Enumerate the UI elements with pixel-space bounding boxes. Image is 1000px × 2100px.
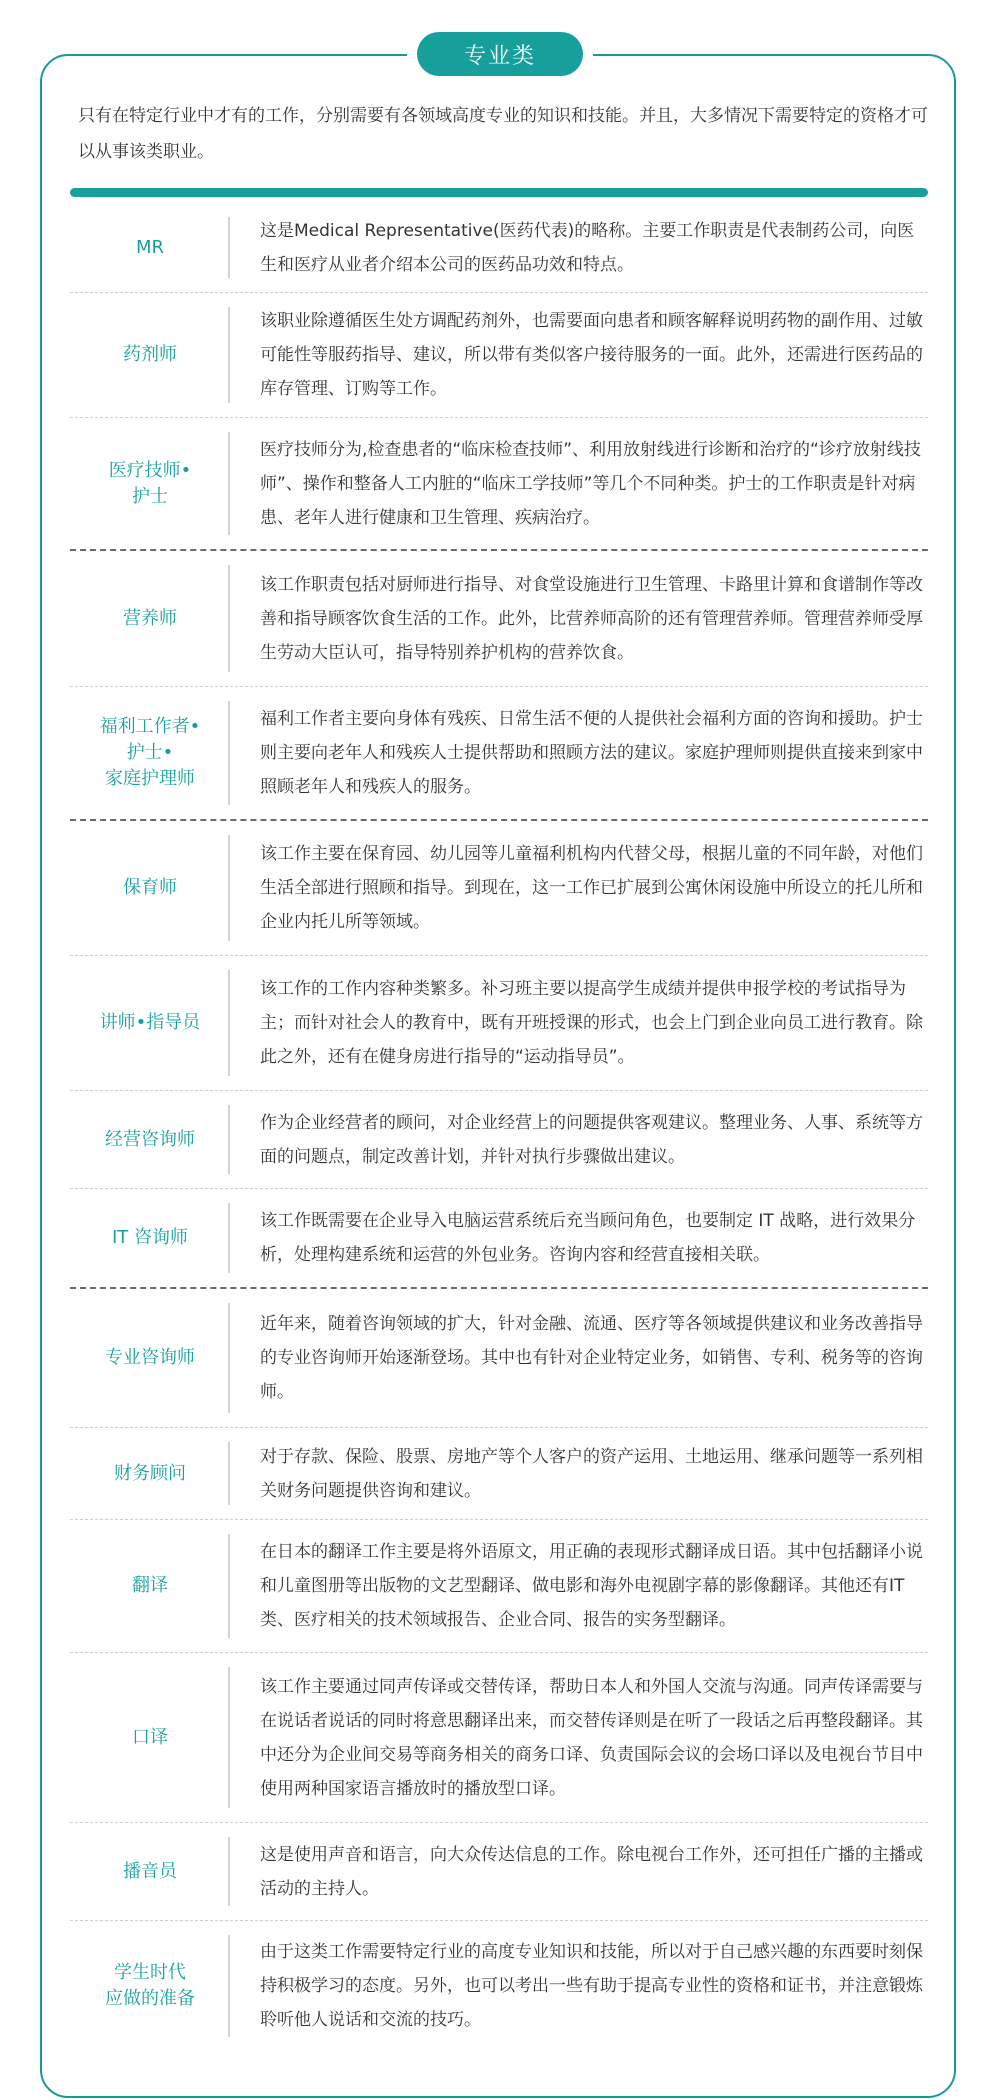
job-description: 该工作主要通过同声传译或交替传译，帮助日本人和外国人交流与沟通。同声传译需要与在说话者说话的同时将意思翻译出来，而交替传译则是在听了一段话之后再整段翻译。其中还分为企业间交易等商务相关的商务口译、负责国际会议的会场口译以及电视台节目中使用两种国家语言播放时的播放型口译。 (260, 1676, 923, 1799)
row-divider (228, 701, 230, 805)
job-description: 该工作既需要在企业导入电脑运营系统后充当顾问角色，也要制定 IT 战略，进行效果分析，处理构建系统和运营的外包业务。咨询内容和经营直接相关联。 (260, 1211, 916, 1265)
header-rule (70, 188, 928, 197)
job-description: 该工作的工作内容种类繁多。补习班主要以提高学生成绩并提供申报学校的考试指导为主；而针对社会人的教育中，既有开班授课的形式，也会上门到企业向员工进行教育。除此之外，还有在健身房进行指导的“运动指导员”。 (260, 979, 923, 1067)
job-description: 该工作主要在保育园、幼儿园等儿童福利机构内代替父母，根据儿童的不同年龄，对他们生活全部进行照顾和指导。到现在，这一工作已扩展到公寓休闲设施中所设立的托儿所和企业内托儿所等领域。 (260, 844, 923, 932)
row-divider (228, 1303, 230, 1413)
job-row (70, 687, 928, 821)
job-description: 由于这类工作需要特定行业的高度专业知识和技能，所以对于自己感兴趣的东西要时刻保持积极学习的态度。另外，也可以考出一些有助于提高专业性的资格和证书，并注意锻炼聆听他人说话和交流的技巧。 (260, 1942, 923, 2030)
row-divider (228, 1203, 230, 1273)
job-label: 营养师 (123, 607, 177, 629)
row-divider (228, 970, 230, 1076)
job-label: 口译 (132, 1726, 168, 1748)
job-description: 这是使用声音和语言，向大众传达信息的工作。除电视台工作外，还可担任广播的主播或活动的主持人。 (260, 1844, 923, 1899)
job-row (70, 551, 928, 687)
job-row (70, 821, 928, 956)
job-row (70, 1921, 928, 2051)
job-label: MR (135, 236, 165, 258)
job-row (70, 1289, 928, 1428)
row-divider (228, 1837, 230, 1906)
job-description: 在日本的翻译工作主要是将外语原文，用正确的表现形式翻译成日语。其中包括翻译小说和儿童图册等出版物的文艺型翻译、做电影和海外电视剧字幕的影像翻译。其他还有IT类、医疗相关的技术领域报告、企业合同、报告的实务型翻译。 (260, 1542, 923, 1630)
job-row (70, 203, 928, 293)
row-divider (228, 565, 230, 672)
job-description: 医疗技师分为,检查患者的“临床检查技师”、利用放射线进行诊断和治疗的“诊疗放射线技师”、操作和整备人工内脏的“临床工学技师”等几个不同种类。护士的工作职责是针对病患、老年人进行健康和卫生管理、疾病治疗。 (260, 439, 921, 528)
job-label: 财务顾问 (114, 1462, 186, 1484)
job-row (70, 1653, 928, 1823)
job-row (70, 1428, 928, 1520)
row-divider (228, 1667, 230, 1808)
job-description: 该职业除遵循医生处方调配药剂外，也需要面向患者和顾客解释说明药物的副作用、过敏可能性等服药指导、建议，所以带有类似客户接待服务的一面。此外，还需进行医药品的库存管理、订购等工作。 (260, 311, 923, 399)
job-label: 保育师 (123, 877, 177, 898)
row-divider (228, 835, 230, 941)
job-label: 经营咨询师 (105, 1128, 195, 1150)
job-row (70, 1823, 928, 1921)
job-description: 近年来，随着咨询领域的扩大，针对金融、流通、医疗等各领域提供建议和业务改善指导的专业咨询师开始逐渐登场。其中也有针对企业特定业务，如销售、专利、税务等的咨询师。 (260, 1314, 923, 1402)
job-row (70, 956, 928, 1091)
job-label: IT 咨询师 (111, 1227, 189, 1248)
row-divider (228, 432, 230, 535)
category-badge: 专业类 (417, 32, 583, 76)
job-description: 该工作职责包括对厨师进行指导、对食堂设施进行卫生管理、卡路里计算和食谱制作等改善和指导顾客饮食生活的工作。此外，比营养师高阶的还有管理营养师。管理营养师受厚生劳动大臣认可，指导特别养护机构的营养饮食。 (260, 574, 923, 663)
job-row (70, 1520, 928, 1653)
intro-text: 只有在特定行业中才有的工作，分别需要有各领域高度专业的知识和技能。并且，大多情况下需要特定的资格才可以从事该类职业。 (78, 106, 928, 162)
job-description: 这是Medical Representative(医药代表)的略称。主要工作职责是代表制药公司，向医生和医疗从业者介绍本公司的医药品功效和特点。 (260, 220, 915, 275)
job-table (70, 203, 928, 2051)
job-row (70, 418, 928, 551)
job-row (70, 1189, 928, 1289)
job-row (70, 293, 928, 418)
job-description: 作为企业经营者的顾问，对企业经营上的问题提供客观建议。整理业务、人事、系统等方面的问题点，制定改善计划，并针对执行步骤做出建议。 (260, 1112, 923, 1167)
job-label: 药剂师 (123, 344, 177, 365)
job-label: 福利工作者• 护士• 家庭护理师 (99, 716, 201, 789)
row-divider (228, 1442, 230, 1505)
job-row (70, 1091, 928, 1189)
job-label: 翻译 (132, 1575, 168, 1596)
row-divider (228, 1105, 230, 1174)
job-description: 福利工作者主要向身体有残疾、日常生活不便的人提供社会福利方面的咨询和援助。护士则主要向老年人和残疾人士提供帮助和照顾方法的建议。家庭护理师则提供直接来到家中照顾老年人和残疾人的服务。 (260, 709, 923, 797)
job-label: 医疗技师• 护士 (108, 459, 192, 507)
row-divider (228, 1935, 230, 2037)
job-label: 学生时代 应做的准备 (105, 1962, 195, 2009)
row-divider (228, 217, 230, 278)
job-label: 专业咨询师 (105, 1347, 195, 1368)
job-label: 播音员 (123, 1860, 177, 1882)
job-label: 讲师•指导员 (99, 1012, 201, 1033)
row-divider (228, 1534, 230, 1638)
row-divider (228, 307, 230, 403)
job-description: 对于存款、保险、股票、房地产等个人客户的资产运用、土地运用、继承问题等一系列相关财务问题提供咨询和建议。 (260, 1446, 923, 1501)
